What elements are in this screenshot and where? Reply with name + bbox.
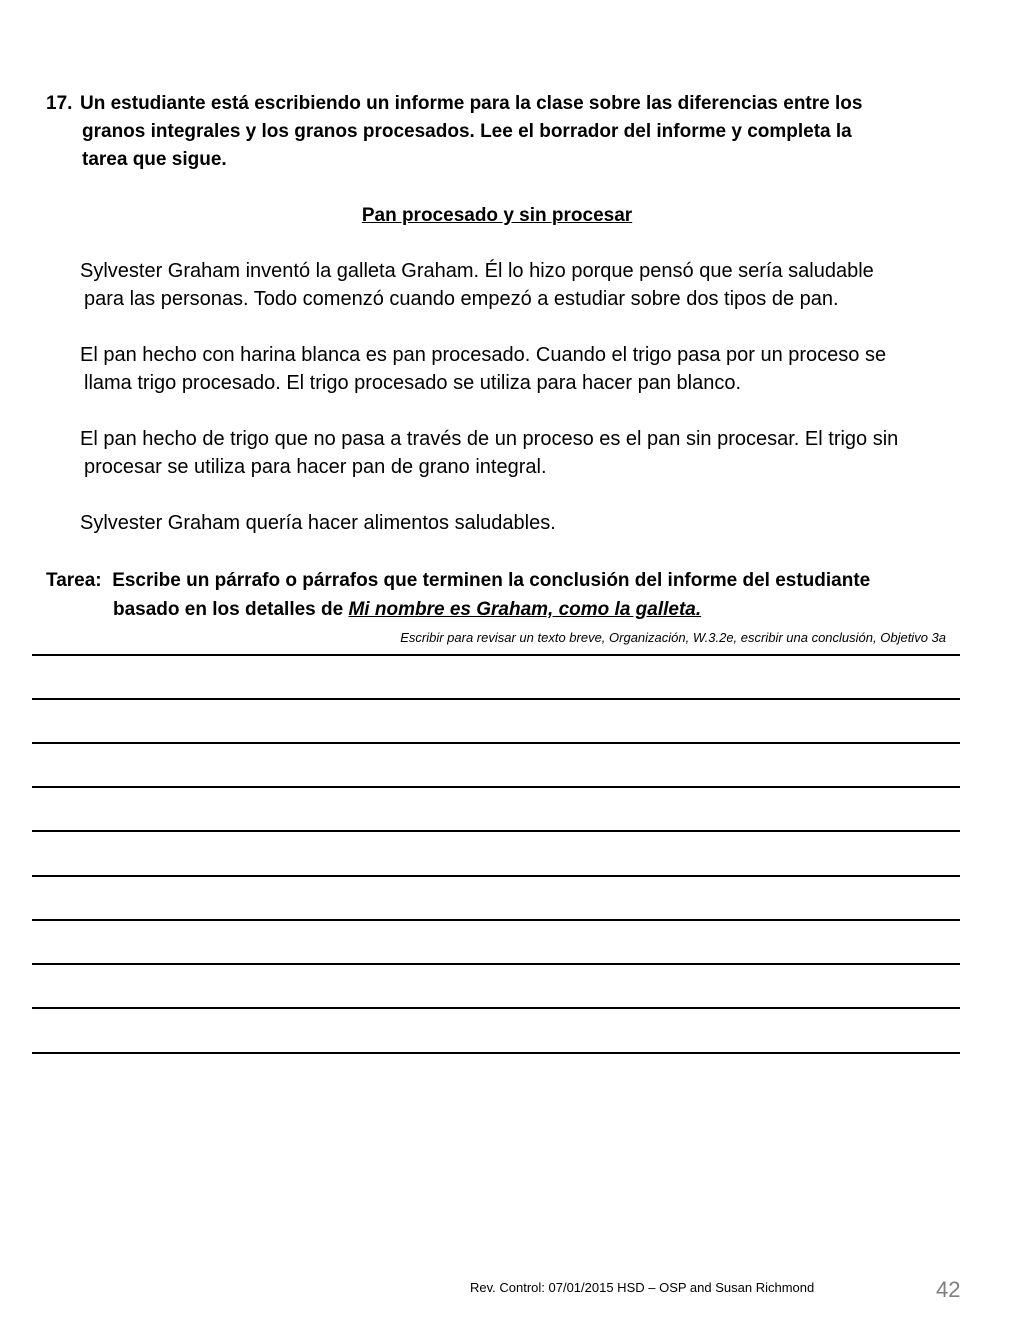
- question-line-3: tarea que sigue.: [82, 149, 227, 170]
- writing-line[interactable]: [32, 1007, 960, 1009]
- writing-line[interactable]: [32, 742, 960, 744]
- revision-footer: Rev. Control: 07/01/2015 HSD – OSP and Susan Richmond: [470, 1280, 815, 1295]
- task-label: Tarea:: [46, 570, 102, 591]
- passage-paragraph-4: [80, 509, 960, 537]
- question-prompt: [46, 90, 946, 174]
- task-line-2: [46, 595, 966, 624]
- task-line-1: [46, 570, 870, 591]
- task-instructions: [46, 566, 966, 624]
- paragraph-line: El pan hecho de trigo que no pasa a través de un proceso es el pan sin procesar. El trigo sin: [80, 428, 899, 450]
- passage-title: Pan procesado y sin procesar: [361, 205, 633, 226]
- paragraph-line: Sylvester Graham inventó la galleta Graham. Él lo hizo porque pensó que sería saludable: [80, 260, 874, 282]
- writing-line[interactable]: [32, 698, 960, 700]
- passage-paragraph-2: [80, 341, 960, 397]
- question-number: 17.: [46, 93, 73, 114]
- writing-line[interactable]: [32, 919, 960, 921]
- page-number: 42: [936, 1277, 961, 1302]
- writing-line[interactable]: [32, 786, 960, 788]
- paragraph-line: El pan hecho con harina blanca es pan procesado. Cuando el trigo pasa por un proceso se: [80, 344, 887, 366]
- paragraph-line: para las personas. Todo comenzó cuando empezó a estudiar sobre dos tipos de pan.: [84, 288, 839, 310]
- book-title: Mi nombre es Graham, como la galleta.: [348, 599, 702, 620]
- writing-line[interactable]: [32, 654, 960, 656]
- writing-line[interactable]: [32, 830, 960, 832]
- standard-note: Escribir para revisar un texto breve, Organización, W.3.2e, escribir una conclusión, Objetivo 3a: [400, 630, 946, 645]
- question-text-1: Un estudiante está escribiendo un informe para la clase sobre las diferencias entre los: [80, 93, 863, 114]
- question-line-2: granos integrales y los granos procesados. Lee el borrador del informe y completa la: [82, 121, 852, 142]
- writing-line[interactable]: [32, 1052, 960, 1054]
- task-text: Escribe un párrafo o párrafos que terminen la conclusión del informe del estudiante: [112, 570, 871, 591]
- paragraph-line: procesar se utiliza para hacer pan de grano integral.: [84, 456, 547, 478]
- paragraph-line: Sylvester Graham quería hacer alimentos saludables.: [80, 512, 556, 534]
- passage-paragraph-1: [80, 257, 960, 313]
- paragraph-line: llama trigo procesado. El trigo procesado se utiliza para hacer pan blanco.: [84, 372, 742, 394]
- writing-line[interactable]: [32, 963, 960, 965]
- question-line-1: [46, 90, 946, 118]
- writing-line[interactable]: [32, 875, 960, 877]
- task-prefix: basado en los detalles de: [113, 599, 344, 620]
- passage-paragraph-3: [80, 425, 960, 481]
